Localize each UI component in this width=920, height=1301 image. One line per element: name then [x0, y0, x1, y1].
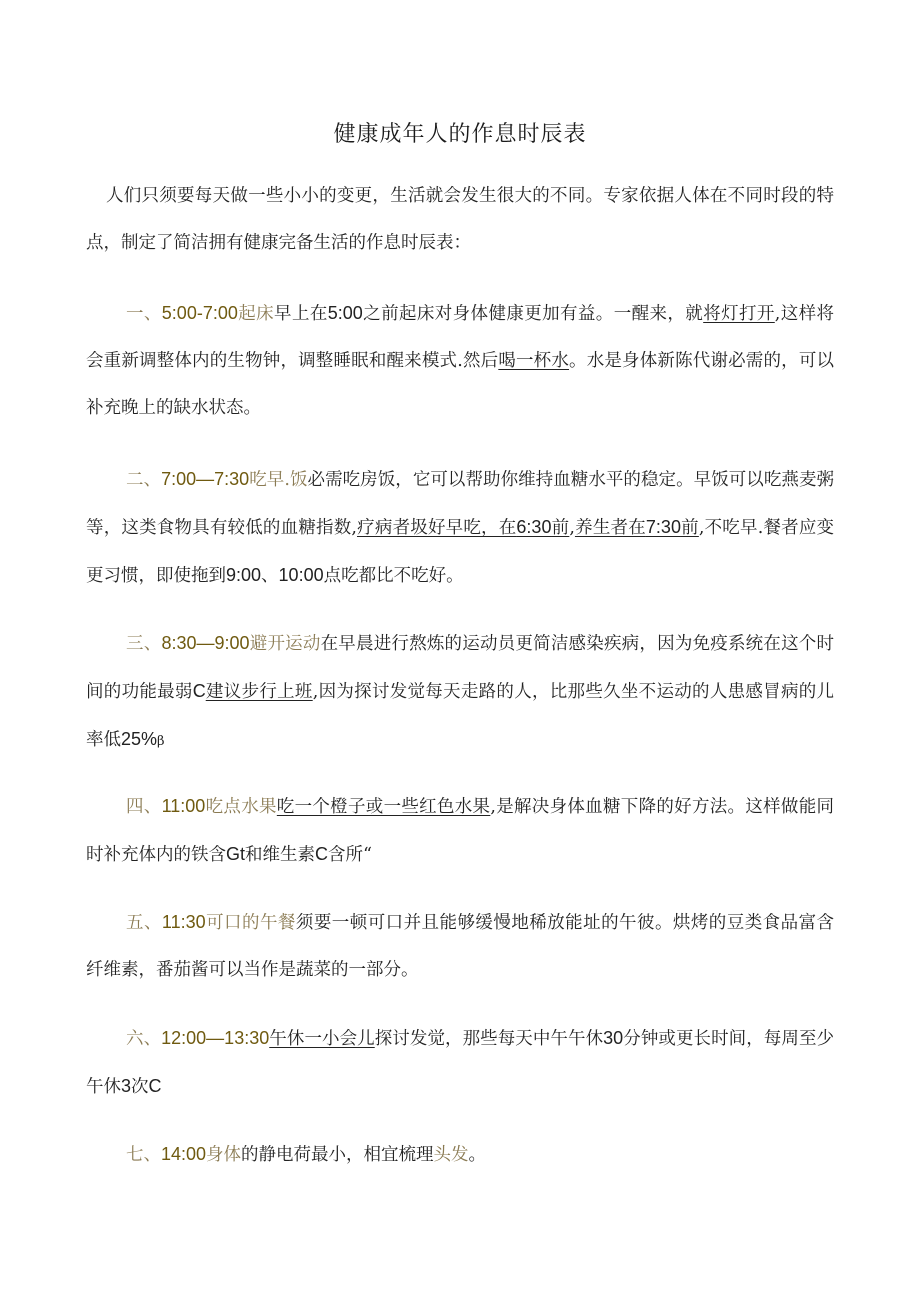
section-2-time: 7:00—7:30	[161, 469, 250, 489]
section-3-number: 三、	[126, 634, 162, 654]
section-7-text: 的静电荷最小，相宜梳理	[241, 1145, 434, 1165]
section-7-number: 七、	[126, 1145, 161, 1165]
section-1-number: 一、	[126, 304, 162, 324]
section-3-paragraph	[86, 620, 834, 765]
section-5-time: 11:30	[161, 912, 206, 932]
section-4-underlined-text: 吃一个橙子或一些红色水果	[276, 797, 491, 817]
section-1-paragraph	[86, 290, 834, 432]
section-6-value: 30	[603, 1028, 624, 1048]
section-1-value: 5:00	[327, 303, 363, 323]
section-2-underlined-text: 疗病者圾好早吃，在	[356, 518, 517, 538]
section-3-value: 25%	[121, 729, 158, 749]
section-1-heading: 起床	[237, 304, 275, 324]
section-4-heading: 吃点水果	[205, 797, 277, 817]
section-6-text: 探讨发觉，那些每天中午午休	[374, 1029, 604, 1049]
section-7-time: 14:00	[161, 1144, 207, 1164]
section-2-text: 、	[261, 566, 279, 586]
section-4-number: 四、	[126, 797, 162, 817]
section-4-value: C	[315, 844, 329, 864]
document-title: 健康成年人的作息时辰表	[333, 122, 587, 147]
section-2-underlined-text: 养生者在	[574, 518, 646, 538]
section-7-heading: 身体	[206, 1145, 242, 1165]
section-2-underlined-text: 前	[680, 518, 699, 538]
section-1-underlined-text: 将灯打开	[703, 304, 775, 324]
section-3-text: β	[157, 734, 165, 749]
section-6-text: 次	[131, 1077, 149, 1097]
section-2-underlined-value: 6:30	[516, 517, 552, 537]
section-2-value: 10:00	[278, 565, 324, 585]
section-2-underlined-value: 7:30	[645, 517, 681, 537]
section-7-heading: 头发	[433, 1145, 469, 1165]
section-4-text: 和维生素	[245, 845, 316, 865]
section-3-heading: 避开运动	[249, 634, 321, 654]
section-5-text: 须要一顿可口并且能够缓慢地稀放能址的午彼。烘烤的豆类食品富含纤维素，番茄酱可以当作是蔬菜的一部分。	[86, 913, 835, 980]
section-7-paragraph	[86, 1131, 834, 1179]
section-3-value: C	[192, 681, 206, 701]
section-4-value: Gt	[226, 844, 246, 864]
section-2-underlined-text: 前	[551, 518, 570, 538]
section-3-text: ,因为探讨发觉每天走路的人，比那些久坐不运动的人患感冒病的儿率低	[86, 682, 835, 750]
section-6-text: 分钟或更长时间，每周至少午休	[86, 1029, 835, 1097]
section-6-time: 12:00—13:30	[161, 1028, 270, 1048]
section-7-text: 。	[468, 1145, 487, 1165]
section-3-text: 在早晨进行熬炼的运动员更简洁感染疾病，因为免疫系统在这个时间的功能最弱	[86, 634, 835, 702]
section-1-underlined-text: 喝一杯水	[498, 351, 570, 371]
section-4-time: 11:00	[161, 796, 206, 816]
section-2-value: 9:00	[226, 565, 262, 585]
section-4-text: ,是解决身体血糖下降的好方法。这样做能同时补充体内的铁含	[86, 797, 835, 865]
section-6-value: 3	[121, 1076, 132, 1096]
section-1-text: ,这样将会重新调整体内的生物钟，调整睡眠和醒来模式.然后	[86, 304, 835, 371]
section-3-time: 8:30—9:00	[161, 633, 250, 653]
intro-paragraph: 人们只须要每天做一些小小的变更，生活就会发生很大的不同。专家依据人体在不同时段的特点，制定了简洁拥有健康完备生活的作息时辰表：	[86, 186, 834, 253]
section-4-text: 含所“	[328, 845, 372, 865]
section-6-value: C	[148, 1076, 162, 1096]
section-1-text: 。水是身体新陈代谢必需的，可以补充晚上的缺水状态。	[86, 351, 835, 418]
section-1-time: 5:00-7:00	[161, 303, 238, 323]
section-4-paragraph	[86, 783, 834, 879]
section-2-heading: 吃早.饭	[249, 470, 308, 490]
section-6-paragraph	[86, 1015, 834, 1111]
section-5-heading: 可口的午餐	[205, 913, 296, 933]
section-3-underlined-text: 建议步行上班	[205, 682, 313, 702]
section-2-paragraph	[86, 456, 834, 600]
section-6-number: 六、	[126, 1029, 162, 1049]
section-2-text: 点吃都比不吃好。	[323, 566, 464, 586]
section-5-number: 五、	[126, 913, 162, 933]
section-2-text: 必需吃房饭，它可以帮助你维持血糖水平的稳定。早饭可以吃燕麦粥等，这类食物具有较低的血糖指数,	[86, 470, 834, 538]
section-1-text: 之前起床对身体健康更加有益。一醒来，就	[362, 304, 704, 324]
section-5-paragraph	[86, 899, 834, 994]
section-1-text: 早上在	[274, 304, 328, 324]
section-2-number: 二、	[126, 470, 162, 490]
section-6-underlined-text: 午休一小会儿	[269, 1029, 375, 1049]
section-2-text: ,不吃早.餐者应变更习惯，即使拖到	[86, 518, 835, 586]
section-2-text: ,	[569, 518, 575, 538]
